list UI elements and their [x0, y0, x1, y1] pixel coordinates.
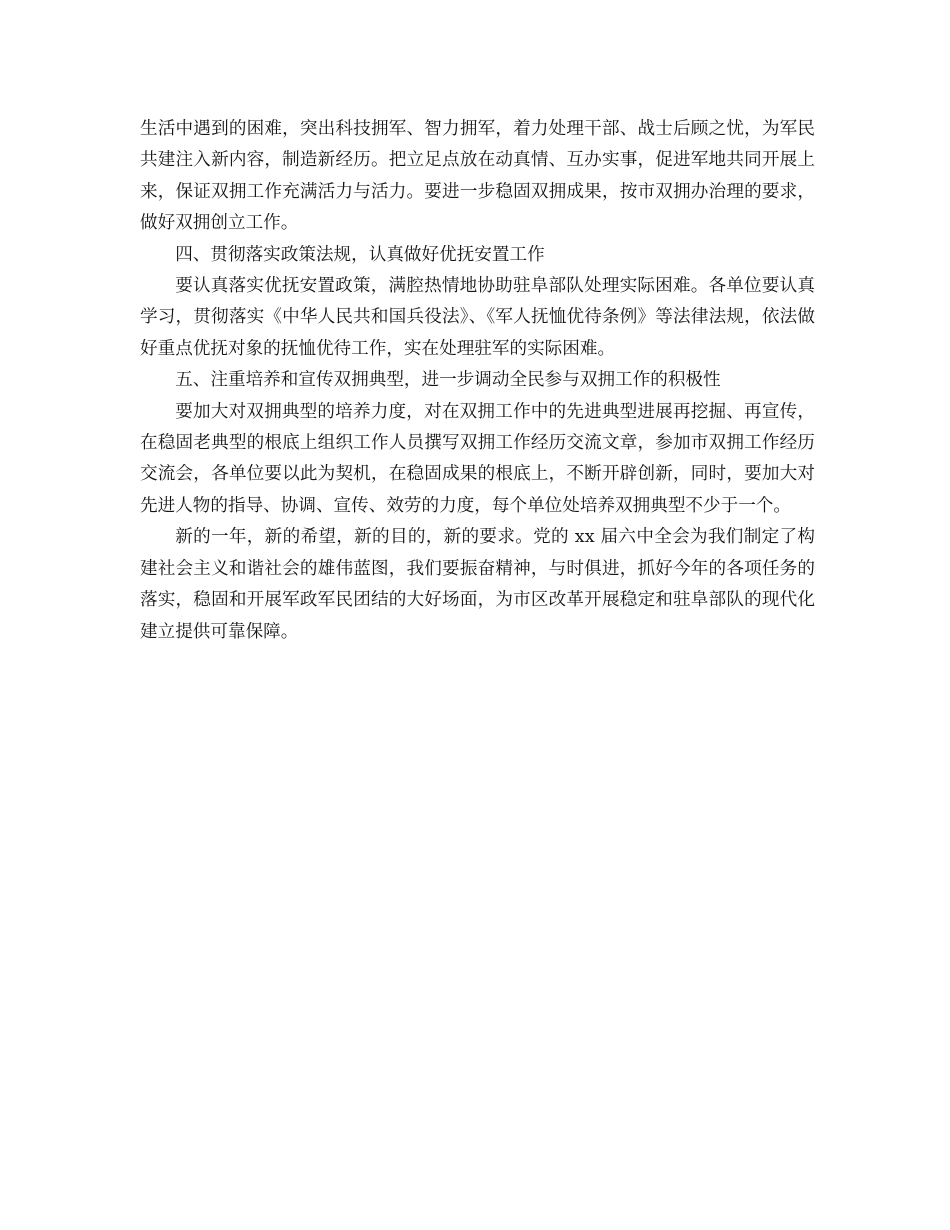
section-heading-five: 五、注重培养和宣传双拥典型，进一步调动全民参与双拥工作的积极性	[175, 370, 721, 391]
paragraph-section-five-body: 要加大对双拥典型的培养力度，对在双拥工作中的先进典型进展再挖掘、再宣传，在稳固老典型的根底上组织工作人员撰写双拥工作经历交流文章，参加市双拥工作经历交流会，各单位要以此为契机，在稳固成果的根底上，不断开辟创新，同时，要加大对先进人物的指导、协调、宣传、效劳的力度，每个单位处培养双拥典型不少于一个。	[140, 401, 815, 516]
paragraph-continuation: 生活中遇到的困难，突出科技拥军、智力拥军，着力处理干部、战士后顾之忧，为军民共建注入新内容，制造新经历。把立足点放在动真情、互办实事，促进军地共同开展上来，保证双拥工作充满活力与活力。要进一步稳固双拥成果，按市双拥办治理的要求，做好双拥创立工作。	[140, 119, 815, 234]
section-heading-four: 四、贯彻落实政策法规，认真做好优抚安置工作	[175, 244, 545, 265]
document-body	[140, 114, 815, 648]
paragraph-conclusion: 新的一年，新的希望，新的目的，新的要求。党的 xx 届六中全会为我们制定了构建社会主义和谐社会的雄伟蓝图，我们要振奋精神，与时俱进，抓好今年的各项任务的落实，稳固和开展军政军民团结的大好场面，为市区改革开展稳定和驻阜部队的现代化建立提供可靠保障。	[140, 527, 815, 642]
paragraph-section-four-body: 要认真落实优抚安置政策，满腔热情地协助驻阜部队处理实际困难。各单位要认真学习，贯彻落实《中华人民共和国兵役法》、《军人抚恤优待条例》等法律法规，依法做好重点优抚对象的抚恤优待工作，实在处理驻军的实际困难。	[140, 276, 815, 359]
